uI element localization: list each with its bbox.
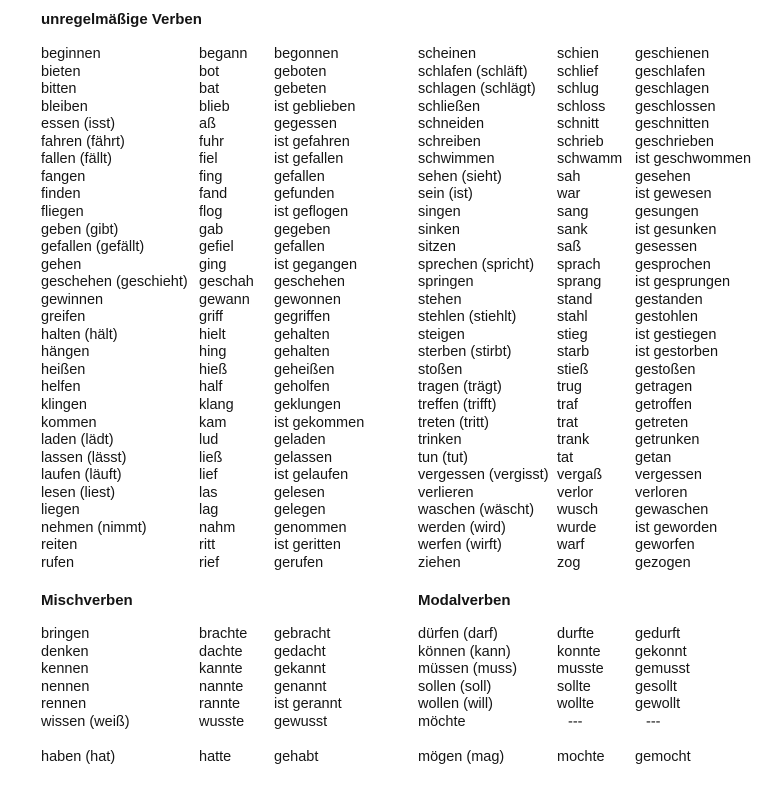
irregular-right-infinitive: treten (tritt) bbox=[418, 414, 489, 431]
irregular-right-row bbox=[0, 327, 784, 345]
irregular-left-participle: ist geritten bbox=[274, 537, 341, 554]
irregular-right-preterite: sprang bbox=[557, 274, 602, 291]
irregular-right-infinitive: sehen (sieht) bbox=[418, 168, 502, 185]
mixed-extra-participle: gehabt bbox=[274, 749, 319, 765]
irregular-right-preterite: wurde bbox=[557, 519, 597, 536]
irregular-left-infinitive: beginnen bbox=[41, 46, 101, 62]
irregular-right-infinitive: treffen (trifft) bbox=[418, 397, 497, 413]
irregular-right-infinitive: schlagen (schlägt) bbox=[418, 81, 536, 98]
irregular-right-participle: ist geschwommen bbox=[635, 151, 752, 168]
irregular-right-participle: gezogen bbox=[635, 554, 691, 571]
modal-preterite: durfte bbox=[557, 626, 595, 642]
irregular-right-participle: ist gestorben bbox=[635, 344, 719, 361]
mixed-participle: genannt bbox=[274, 678, 327, 695]
irregular-left-preterite: geschah bbox=[199, 274, 254, 291]
modal-infinitive: sollen (soll) bbox=[418, 678, 492, 695]
irregular-right-preterite: schloss bbox=[557, 98, 606, 115]
irregular-right-row bbox=[0, 415, 784, 433]
modal-row bbox=[0, 626, 784, 644]
irregular-left-preterite: begann bbox=[199, 46, 248, 62]
modal-preterite: wollte bbox=[557, 696, 595, 713]
irregular-right-row bbox=[0, 520, 784, 538]
irregular-right-row bbox=[0, 239, 784, 257]
irregular-left-infinitive: essen (isst) bbox=[41, 116, 116, 133]
irregular-right-participle: ist gesunken bbox=[635, 221, 717, 238]
irregular-left-infinitive: gewinnen bbox=[41, 291, 104, 308]
irregular-left-preterite: kam bbox=[199, 414, 227, 431]
irregular-left-preterite: bot bbox=[199, 63, 220, 80]
irregular-left-participle: ist gegangen bbox=[274, 256, 358, 273]
irregular-left-participle: gehalten bbox=[274, 326, 330, 343]
irregular-right-infinitive: schreiben bbox=[418, 133, 481, 150]
irregular-right-row bbox=[0, 99, 784, 117]
heading-irregular-verbs: unregelmäßige Verben bbox=[41, 11, 202, 28]
irregular-right-participle: gesessen bbox=[635, 239, 698, 256]
irregular-left-preterite: klang bbox=[199, 397, 234, 413]
irregular-right-row bbox=[0, 46, 784, 64]
irregular-left-infinitive: bitten bbox=[41, 81, 77, 98]
irregular-right-participle: verloren bbox=[635, 484, 688, 501]
irregular-left-infinitive: greifen bbox=[41, 309, 86, 326]
mixed-participle: ist gerannt bbox=[274, 696, 342, 713]
irregular-left-preterite: ging bbox=[199, 256, 227, 273]
irregular-right-preterite: schlief bbox=[557, 63, 599, 80]
irregular-right-infinitive: stehlen (stiehlt) bbox=[418, 309, 517, 326]
irregular-right-row bbox=[0, 292, 784, 310]
modal-participle: gemusst bbox=[635, 661, 690, 678]
irregular-right-infinitive: stehen bbox=[418, 291, 462, 308]
irregular-right-infinitive: werden (wird) bbox=[418, 519, 506, 536]
irregular-right-infinitive: sterben (stirbt) bbox=[418, 344, 512, 361]
mixed-participle: gedacht bbox=[274, 643, 326, 660]
modal-extra-preterite: mochte bbox=[557, 749, 605, 765]
irregular-right-preterite: schnitt bbox=[557, 116, 599, 133]
irregular-right-row bbox=[0, 344, 784, 362]
irregular-right-participle: geschnitten bbox=[635, 116, 710, 133]
irregular-left-infinitive: gefallen (gefällt) bbox=[41, 239, 145, 256]
irregular-left-participle: genommen bbox=[274, 519, 347, 536]
irregular-left-participle: gefunden bbox=[274, 186, 335, 203]
irregular-left-infinitive: lesen (liest) bbox=[41, 484, 116, 501]
mixed-infinitive: kennen bbox=[41, 661, 89, 678]
mixed-extra-preterite: hatte bbox=[199, 749, 232, 765]
irregular-right-preterite: sang bbox=[557, 203, 589, 220]
irregular-right-row bbox=[0, 397, 784, 415]
irregular-left-preterite: gewann bbox=[199, 291, 250, 308]
irregular-left-preterite: gefiel bbox=[199, 239, 234, 256]
modal-participle: gedurft bbox=[635, 626, 681, 642]
irregular-left-participle: geboten bbox=[274, 63, 327, 80]
modal-row bbox=[0, 661, 784, 679]
irregular-right-row bbox=[0, 274, 784, 292]
irregular-right-row bbox=[0, 116, 784, 134]
mixed-infinitive: rennen bbox=[41, 696, 87, 713]
irregular-left-infinitive: klingen bbox=[41, 397, 87, 413]
irregular-right-row bbox=[0, 502, 784, 520]
modal-row bbox=[0, 714, 784, 732]
irregular-left-infinitive: kommen bbox=[41, 414, 97, 431]
irregular-right-infinitive: tragen (trägt) bbox=[418, 379, 502, 396]
irregular-right-row bbox=[0, 169, 784, 187]
irregular-right-participle: geschrieben bbox=[635, 133, 714, 150]
irregular-right-participle: getroffen bbox=[635, 397, 692, 413]
irregular-right-preterite: stand bbox=[557, 291, 593, 308]
irregular-right-preterite: sprach bbox=[557, 256, 601, 273]
modal-preterite: musste bbox=[557, 661, 604, 678]
irregular-left-infinitive: reiten bbox=[41, 537, 78, 554]
irregular-right-preterite: warf bbox=[557, 537, 585, 554]
mixed-infinitive: denken bbox=[41, 643, 89, 660]
irregular-left-infinitive: fahren (fährt) bbox=[41, 133, 125, 150]
irregular-right-participle: getragen bbox=[635, 379, 693, 396]
irregular-left-participle: gefallen bbox=[274, 168, 325, 185]
irregular-right-participle: getreten bbox=[635, 414, 689, 431]
irregular-right-preterite: stahl bbox=[557, 309, 588, 326]
irregular-left-participle: begonnen bbox=[274, 46, 339, 62]
mixed-preterite: nannte bbox=[199, 678, 244, 695]
irregular-left-participle: gegeben bbox=[274, 221, 331, 238]
mixed-extra-infinitive: haben (hat) bbox=[41, 749, 116, 765]
irregular-left-preterite: fand bbox=[199, 186, 228, 203]
irregular-left-preterite: rief bbox=[199, 554, 220, 571]
irregular-left-infinitive: laufen (läuft) bbox=[41, 467, 122, 484]
irregular-right-infinitive: sprechen (spricht) bbox=[418, 256, 535, 273]
irregular-right-infinitive: sinken bbox=[418, 221, 460, 238]
irregular-right-preterite: saß bbox=[557, 239, 582, 256]
irregular-right-participle: ist gestiegen bbox=[635, 326, 717, 343]
irregular-right-infinitive: schließen bbox=[418, 98, 481, 115]
irregular-right-row bbox=[0, 64, 784, 82]
modal-infinitive: wollen (will) bbox=[418, 696, 493, 713]
irregular-left-preterite: ritt bbox=[199, 537, 216, 554]
irregular-left-infinitive: bleiben bbox=[41, 98, 88, 115]
irregular-left-participle: gebeten bbox=[274, 81, 327, 98]
modal-preterite: sollte bbox=[557, 678, 591, 695]
irregular-left-participle: ist gefahren bbox=[274, 133, 350, 150]
mixed-participle: gekannt bbox=[274, 661, 326, 678]
irregular-right-row bbox=[0, 257, 784, 275]
irregular-right-row bbox=[0, 151, 784, 169]
irregular-right-preterite: traf bbox=[557, 397, 578, 413]
modal-infinitive: können (kann) bbox=[418, 643, 511, 660]
irregular-right-row bbox=[0, 204, 784, 222]
irregular-left-participle: gelegen bbox=[274, 502, 326, 519]
irregular-right-row bbox=[0, 379, 784, 397]
irregular-right-row bbox=[0, 186, 784, 204]
irregular-right-preterite: sank bbox=[557, 221, 588, 238]
irregular-right-row bbox=[0, 537, 784, 555]
irregular-right-participle: gesprochen bbox=[635, 256, 711, 273]
irregular-right-infinitive: singen bbox=[418, 203, 461, 220]
irregular-right-participle: ist gewesen bbox=[635, 186, 712, 203]
irregular-right-preterite: sah bbox=[557, 168, 581, 185]
irregular-right-preterite: trank bbox=[557, 432, 590, 449]
irregular-left-participle: gelassen bbox=[274, 449, 333, 466]
irregular-right-participle: gesungen bbox=[635, 203, 699, 220]
irregular-right-row bbox=[0, 432, 784, 450]
irregular-left-preterite: gab bbox=[199, 221, 224, 238]
irregular-left-participle: gewonnen bbox=[274, 291, 341, 308]
irregular-left-infinitive: gehen bbox=[41, 256, 82, 273]
mixed-preterite: rannte bbox=[199, 696, 241, 713]
irregular-right-preterite: trat bbox=[557, 414, 578, 431]
irregular-right-infinitive: stoßen bbox=[418, 361, 463, 378]
mixed-preterite: kannte bbox=[199, 661, 243, 678]
irregular-right-row bbox=[0, 81, 784, 99]
heading-modal-verbs: Modalverben bbox=[418, 592, 511, 609]
irregular-right-participle: getan bbox=[635, 449, 672, 466]
irregular-right-preterite: wusch bbox=[557, 502, 599, 519]
irregular-left-infinitive: liegen bbox=[41, 502, 80, 519]
irregular-right-preterite: trug bbox=[557, 379, 582, 396]
irregular-left-participle: geschehen bbox=[274, 274, 345, 291]
irregular-right-participle: geschlafen bbox=[635, 63, 706, 80]
modal-participle: gewollt bbox=[635, 696, 681, 713]
irregular-left-participle: ist gekommen bbox=[274, 414, 365, 431]
modal-extra-infinitive: mögen (mag) bbox=[418, 749, 505, 765]
irregular-right-row bbox=[0, 485, 784, 503]
irregular-left-preterite: nahm bbox=[199, 519, 236, 536]
irregular-left-infinitive: finden bbox=[41, 186, 81, 203]
irregular-right-participle: geschlossen bbox=[635, 98, 716, 115]
irregular-right-infinitive: schneiden bbox=[418, 116, 485, 133]
irregular-left-preterite: bat bbox=[199, 81, 220, 98]
irregular-left-participle: geholfen bbox=[274, 379, 330, 396]
irregular-right-participle: gestohlen bbox=[635, 309, 698, 326]
irregular-right-row bbox=[0, 134, 784, 152]
irregular-left-preterite: hieß bbox=[199, 361, 228, 378]
irregular-right-row bbox=[0, 222, 784, 240]
irregular-right-infinitive: tun (tut) bbox=[418, 449, 468, 466]
irregular-left-participle: ist geflogen bbox=[274, 203, 349, 220]
irregular-left-infinitive: hängen bbox=[41, 344, 90, 361]
irregular-right-infinitive: sitzen bbox=[418, 239, 456, 256]
modal-infinitive: möchte bbox=[418, 713, 466, 730]
irregular-left-participle: geladen bbox=[274, 432, 326, 449]
irregular-left-participle: geklungen bbox=[274, 397, 341, 413]
irregular-right-preterite: schrieb bbox=[557, 133, 604, 150]
irregular-left-preterite: fiel bbox=[199, 151, 218, 168]
irregular-right-preterite: tat bbox=[557, 449, 574, 466]
irregular-right-infinitive: ziehen bbox=[418, 554, 461, 571]
irregular-left-infinitive: lassen (lässt) bbox=[41, 449, 127, 466]
irregular-right-participle: gewaschen bbox=[635, 502, 709, 519]
irregular-left-infinitive: geschehen (geschieht) bbox=[41, 274, 188, 291]
modal-row bbox=[0, 696, 784, 714]
irregular-right-participle: ist gesprungen bbox=[635, 274, 731, 291]
irregular-right-preterite: schien bbox=[557, 46, 599, 62]
irregular-left-infinitive: heißen bbox=[41, 361, 86, 378]
mixed-preterite: wusste bbox=[199, 713, 245, 730]
mixed-infinitive: bringen bbox=[41, 626, 90, 642]
irregular-right-participle: gesehen bbox=[635, 168, 691, 185]
irregular-right-preterite: starb bbox=[557, 344, 590, 361]
mixed-participle: gewusst bbox=[274, 713, 328, 730]
irregular-left-infinitive: helfen bbox=[41, 379, 81, 396]
irregular-left-infinitive: rufen bbox=[41, 554, 75, 571]
modal-extra-participle: gemocht bbox=[635, 749, 691, 765]
mixed-infinitive: wissen (weiß) bbox=[41, 713, 130, 730]
irregular-left-participle: gegriffen bbox=[274, 309, 331, 326]
modal-participle: --- bbox=[646, 713, 661, 730]
irregular-right-infinitive: steigen bbox=[418, 326, 465, 343]
irregular-right-preterite: war bbox=[557, 186, 581, 203]
irregular-left-preterite: lud bbox=[199, 432, 219, 449]
irregular-right-row bbox=[0, 467, 784, 485]
modal-participle: gekonnt bbox=[635, 643, 687, 660]
heading-mixed-verbs: Mischverben bbox=[41, 592, 133, 609]
irregular-right-infinitive: sein (ist) bbox=[418, 186, 473, 203]
irregular-left-participle: geheißen bbox=[274, 361, 335, 378]
irregular-left-infinitive: fliegen bbox=[41, 203, 84, 220]
irregular-left-participle: gefallen bbox=[274, 239, 325, 256]
irregular-left-participle: ist gelaufen bbox=[274, 467, 349, 484]
modal-row bbox=[0, 644, 784, 662]
modal-infinitive: dürfen (darf) bbox=[418, 626, 498, 642]
irregular-left-preterite: ließ bbox=[199, 449, 223, 466]
irregular-right-participle: gestanden bbox=[635, 291, 703, 308]
irregular-right-infinitive: werfen (wirft) bbox=[418, 537, 502, 554]
irregular-right-infinitive: scheinen bbox=[418, 46, 477, 62]
irregular-left-infinitive: halten (hält) bbox=[41, 326, 118, 343]
irregular-left-infinitive: nehmen (nimmt) bbox=[41, 519, 147, 536]
irregular-right-preterite: schlug bbox=[557, 81, 599, 98]
mixed-participle: gebracht bbox=[274, 626, 331, 642]
irregular-right-preterite: schwamm bbox=[557, 151, 623, 168]
irregular-right-infinitive: trinken bbox=[418, 432, 462, 449]
modal-preterite: --- bbox=[568, 713, 583, 730]
irregular-right-participle: geschienen bbox=[635, 46, 710, 62]
irregular-right-infinitive: schlafen (schläft) bbox=[418, 63, 528, 80]
irregular-left-participle: gehalten bbox=[274, 344, 330, 361]
irregular-left-preterite: griff bbox=[199, 309, 223, 326]
irregular-right-preterite: stieg bbox=[557, 326, 588, 343]
irregular-left-infinitive: bieten bbox=[41, 63, 81, 80]
irregular-left-participle: ist geblieben bbox=[274, 98, 356, 115]
irregular-right-preterite: verlor bbox=[557, 484, 594, 501]
irregular-left-preterite: lief bbox=[199, 467, 218, 484]
mixed-preterite: dachte bbox=[199, 643, 243, 660]
irregular-right-row bbox=[0, 309, 784, 327]
irregular-left-participle: ist gefallen bbox=[274, 151, 344, 168]
irregular-right-infinitive: schwimmen bbox=[418, 151, 495, 168]
irregular-left-preterite: aß bbox=[199, 116, 216, 133]
irregular-right-participle: getrunken bbox=[635, 432, 700, 449]
irregular-right-participle: ist geworden bbox=[635, 519, 718, 536]
irregular-right-preterite: stieß bbox=[557, 361, 589, 378]
irregular-left-preterite: flog bbox=[199, 203, 223, 220]
irregular-left-preterite: half bbox=[199, 379, 223, 396]
irregular-left-infinitive: fallen (fällt) bbox=[41, 151, 112, 168]
modal-extra-row bbox=[0, 749, 784, 767]
irregular-right-participle: vergessen bbox=[635, 467, 702, 484]
irregular-right-participle: gestoßen bbox=[635, 361, 696, 378]
irregular-left-participle: gelesen bbox=[274, 484, 325, 501]
irregular-right-row bbox=[0, 555, 784, 573]
mixed-preterite: brachte bbox=[199, 626, 248, 642]
irregular-left-infinitive: geben (gibt) bbox=[41, 221, 119, 238]
irregular-left-infinitive: fangen bbox=[41, 168, 86, 185]
irregular-right-infinitive: waschen (wäscht) bbox=[418, 502, 535, 519]
irregular-left-preterite: las bbox=[199, 484, 218, 501]
irregular-left-preterite: fing bbox=[199, 168, 223, 185]
modal-participle: gesollt bbox=[635, 678, 677, 695]
irregular-left-participle: gegessen bbox=[274, 116, 337, 133]
mixed-infinitive: nennen bbox=[41, 678, 90, 695]
modal-preterite: konnte bbox=[557, 643, 601, 660]
irregular-left-participle: gerufen bbox=[274, 554, 324, 571]
irregular-right-preterite: zog bbox=[557, 554, 581, 571]
irregular-right-participle: geschlagen bbox=[635, 81, 710, 98]
modal-infinitive: müssen (muss) bbox=[418, 661, 518, 678]
irregular-left-preterite: lag bbox=[199, 502, 219, 519]
irregular-right-row bbox=[0, 362, 784, 380]
irregular-right-infinitive: vergessen (vergisst) bbox=[418, 467, 549, 484]
irregular-right-infinitive: verlieren bbox=[418, 484, 474, 501]
irregular-right-preterite: vergaß bbox=[557, 467, 603, 484]
irregular-left-infinitive: laden (lädt) bbox=[41, 432, 114, 449]
irregular-right-infinitive: springen bbox=[418, 274, 474, 291]
irregular-left-preterite: hing bbox=[199, 344, 227, 361]
modal-row bbox=[0, 679, 784, 697]
irregular-right-row bbox=[0, 450, 784, 468]
irregular-left-preterite: fuhr bbox=[199, 133, 224, 150]
irregular-right-participle: geworfen bbox=[635, 537, 695, 554]
irregular-left-preterite: blieb bbox=[199, 98, 230, 115]
irregular-left-preterite: hielt bbox=[199, 326, 226, 343]
